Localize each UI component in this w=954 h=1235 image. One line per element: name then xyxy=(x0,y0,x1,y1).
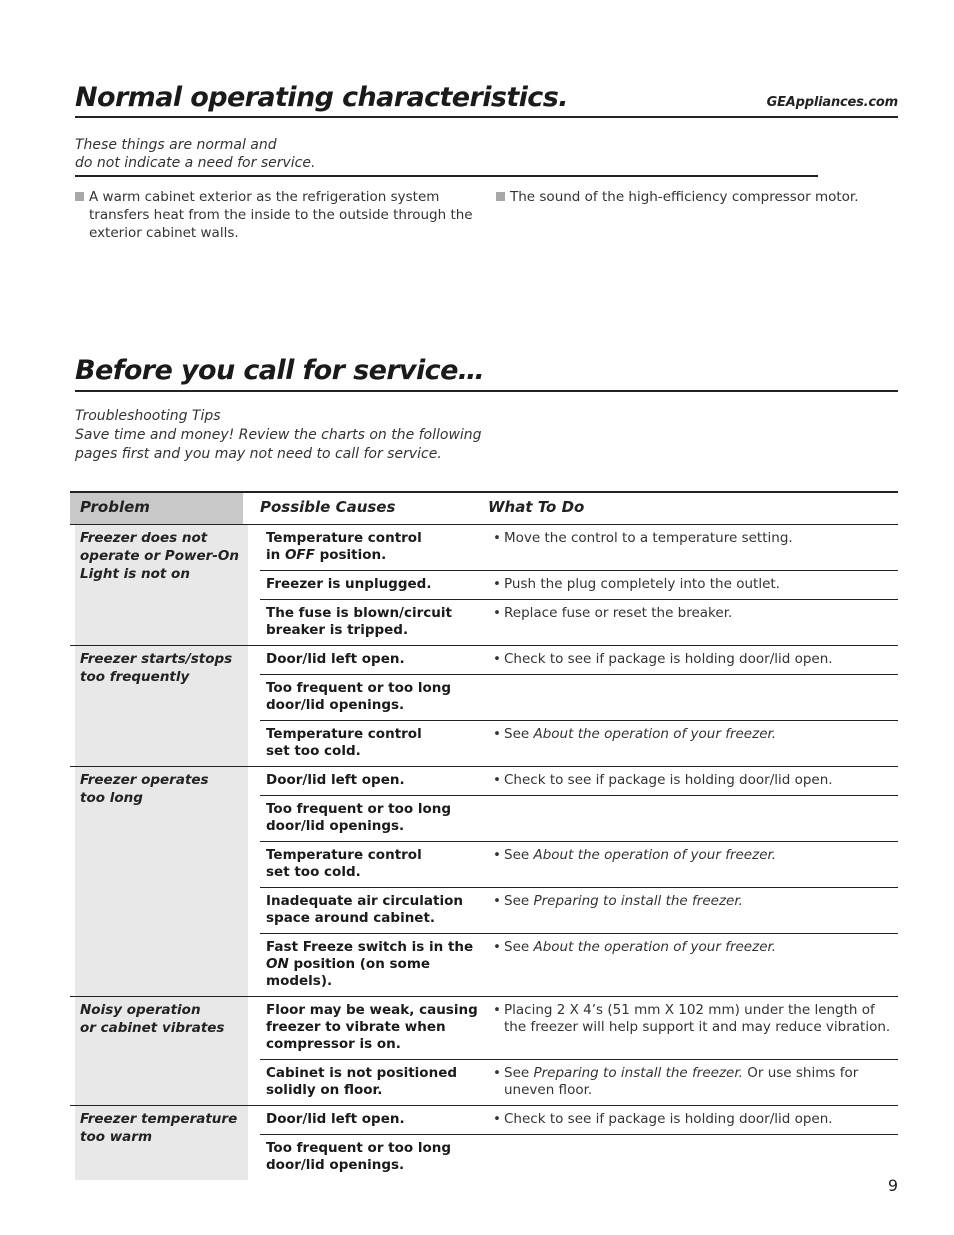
bullet-dot-icon: • xyxy=(493,726,501,742)
todo-reference-text: Preparing to install the freezer. xyxy=(533,893,743,909)
header-problem: Problem xyxy=(70,493,243,524)
todo-text: See xyxy=(504,893,534,909)
possible-cause-cell: Inadequate air circulation space around cabinet. xyxy=(266,893,463,926)
table-body xyxy=(70,525,898,1180)
possible-cause-cell: Too frequent or too long door/lid openings. xyxy=(266,680,452,713)
what-to-do-cell xyxy=(491,939,898,990)
problem-group xyxy=(70,997,898,1106)
cause-rows xyxy=(260,1106,898,1180)
what-to-do-cell xyxy=(491,651,898,668)
bullet-dot-icon: • xyxy=(493,1065,501,1081)
table-row xyxy=(260,674,898,720)
table-row xyxy=(260,720,898,766)
table-row xyxy=(260,599,898,645)
todo-text: Placing 2 X 4’s (51 mm X 102 mm) under the length of xyxy=(504,1002,875,1018)
possible-cause-cell: Temperature control set too cold. xyxy=(266,847,422,880)
todo-text: Push the plug completely into the outlet. xyxy=(504,576,780,592)
todo-line: uneven floor. xyxy=(504,1082,593,1098)
bullet-dot-icon: • xyxy=(493,605,501,621)
problem-cell: Freezer starts/stops too frequently xyxy=(75,646,248,766)
section-title-normal: Normal operating characteristics. xyxy=(75,82,568,113)
intro-line: pages first and you may not need to call for service. xyxy=(75,446,442,462)
table-row xyxy=(260,1059,898,1105)
problem-cell: Noisy operation or cabinet vibrates xyxy=(75,997,248,1105)
todo-line xyxy=(493,893,898,910)
problem-group xyxy=(70,1106,898,1180)
bullet-dot-icon: • xyxy=(493,576,501,592)
todo-reference-text: About the operation of your freezer. xyxy=(533,939,777,955)
todo-line xyxy=(493,576,898,593)
table-row xyxy=(260,887,898,933)
todo-text: See xyxy=(504,726,534,742)
possible-cause-cell: Cabinet is not positioned solidly on floor. xyxy=(266,1065,458,1098)
possible-cause-cell: The fuse is blown/circuit breaker is tripped. xyxy=(266,605,452,638)
website-label: GEAppliances.com xyxy=(766,95,898,110)
cause-rows xyxy=(260,767,898,996)
todo-line xyxy=(493,726,898,743)
todo-text: See xyxy=(504,847,534,863)
table-row xyxy=(260,646,898,674)
bullet-dot-icon: • xyxy=(493,893,501,909)
square-bullet-icon xyxy=(75,192,84,201)
possible-cause-cell: Too frequent or too long door/lid openings. xyxy=(266,1140,452,1173)
bullet-dot-icon: • xyxy=(493,772,501,788)
title-rule xyxy=(75,390,898,392)
bullet-dot-icon: • xyxy=(493,939,501,955)
square-bullet-icon xyxy=(496,192,505,201)
intro-line: Save time and money! Review the charts on the following xyxy=(75,427,482,443)
what-to-do-cell xyxy=(491,847,898,881)
todo-line xyxy=(493,1002,898,1019)
normal-intro xyxy=(75,136,315,172)
possible-cause-cell: Door/lid left open. xyxy=(266,772,405,788)
cause-rows xyxy=(260,646,898,766)
todo-text: See xyxy=(504,1065,534,1081)
title-rule xyxy=(75,116,898,118)
todo-text: Replace fuse or reset the breaker. xyxy=(504,605,733,621)
possible-cause-cell: Too frequent or too long door/lid openings. xyxy=(266,801,452,834)
cause-text: position (on some models). xyxy=(266,956,431,989)
possible-cause-cell: Temperature control set too cold. xyxy=(266,726,422,759)
possible-cause-cell xyxy=(260,530,491,564)
todo-line xyxy=(493,651,898,668)
bullet-dot-icon: • xyxy=(493,1002,501,1018)
possible-cause-cell: Door/lid left open. xyxy=(266,1111,405,1127)
todo-text: See xyxy=(504,939,534,955)
problem-group xyxy=(70,646,898,767)
what-to-do-cell xyxy=(491,1111,898,1128)
bullet-dot-icon: • xyxy=(493,847,501,863)
cause-text: Temperature control in xyxy=(266,530,422,563)
section-title-service: Before you call for service… xyxy=(75,355,485,386)
todo-text: Or use shims for xyxy=(742,1065,859,1081)
header-what-to-do: What To Do xyxy=(488,498,585,516)
table-row xyxy=(260,570,898,599)
todo-line xyxy=(493,847,898,864)
header-causes: Possible Causes xyxy=(260,498,396,516)
bullet-text: A warm cabinet exterior as the refrigeration system transfers heat from the inside to the outside through the exterior cabinet walls. xyxy=(89,189,473,241)
possible-cause-cell: Freezer is unplugged. xyxy=(266,576,432,592)
what-to-do-cell xyxy=(491,605,898,639)
table-row xyxy=(260,795,898,841)
table-row xyxy=(260,841,898,887)
todo-text: Check to see if package is holding door/lid open. xyxy=(504,772,833,788)
bullet-item xyxy=(496,188,896,206)
what-to-do-cell xyxy=(491,801,898,835)
table-row xyxy=(260,1106,898,1134)
cause-italic-text: OFF xyxy=(284,547,315,563)
intro-line: do not indicate a need for service. xyxy=(75,155,316,171)
intro-line: Troubleshooting Tips xyxy=(75,408,221,424)
table-header xyxy=(70,491,898,525)
todo-line xyxy=(493,605,898,622)
what-to-do-cell xyxy=(491,726,898,760)
intro-line: These things are normal and xyxy=(75,137,277,153)
what-to-do-cell xyxy=(491,1140,898,1174)
todo-reference-text: Preparing to install the freezer. xyxy=(533,1065,743,1081)
possible-cause-cell: Floor may be weak, causing freezer to vibrate when compressor is on. xyxy=(266,1002,478,1052)
cause-rows xyxy=(260,997,898,1105)
problem-group xyxy=(70,767,898,997)
page-number: 9 xyxy=(887,1176,898,1195)
troubleshooting-table xyxy=(70,491,898,1180)
problem-cell: Freezer temperature too warm xyxy=(75,1106,248,1180)
bullet-dot-icon: • xyxy=(493,1111,501,1127)
todo-reference-text: About the operation of your freezer. xyxy=(533,847,777,863)
cause-italic-text: ON xyxy=(266,956,289,972)
service-intro xyxy=(75,407,482,464)
todo-line: the freezer will help support it and may reduce vibration. xyxy=(504,1019,891,1035)
table-row xyxy=(260,933,898,996)
todo-line xyxy=(493,530,898,547)
bullet-dot-icon: • xyxy=(493,530,501,546)
table-row xyxy=(260,767,898,795)
what-to-do-cell xyxy=(491,772,898,789)
cause-text: position. xyxy=(314,547,387,563)
todo-text: Move the control to a temperature setting. xyxy=(504,530,793,546)
what-to-do-cell xyxy=(491,680,898,714)
cause-rows xyxy=(260,525,898,645)
what-to-do-cell xyxy=(491,1065,898,1099)
todo-reference-text: About the operation of your freezer. xyxy=(533,726,777,742)
problem-cell: Freezer operates too long xyxy=(75,767,248,996)
bullet-dot-icon: • xyxy=(493,651,501,667)
bullet-text: The sound of the high-efficiency compressor motor. xyxy=(510,189,859,205)
table-row xyxy=(260,1134,898,1180)
what-to-do-cell xyxy=(491,1002,898,1053)
todo-line xyxy=(493,772,898,789)
what-to-do-cell xyxy=(491,530,898,564)
table-row xyxy=(260,525,898,570)
todo-text: Check to see if package is holding door/lid open. xyxy=(504,651,833,667)
todo-line xyxy=(493,1065,898,1082)
possible-cause-cell xyxy=(260,939,491,990)
cause-text: Fast Freeze switch is in the xyxy=(266,939,474,955)
bullet-item xyxy=(75,188,475,242)
what-to-do-cell xyxy=(491,576,898,593)
todo-text: Check to see if package is holding door/lid open. xyxy=(504,1111,833,1127)
possible-cause-cell: Door/lid left open. xyxy=(266,651,405,667)
todo-line xyxy=(493,1111,898,1128)
table-row xyxy=(260,997,898,1059)
problem-cell: Freezer does not operate or Power-On Light is not on xyxy=(75,525,248,645)
problem-group xyxy=(70,525,898,646)
intro-rule xyxy=(75,175,818,177)
todo-line xyxy=(493,939,898,956)
what-to-do-cell xyxy=(491,893,898,927)
